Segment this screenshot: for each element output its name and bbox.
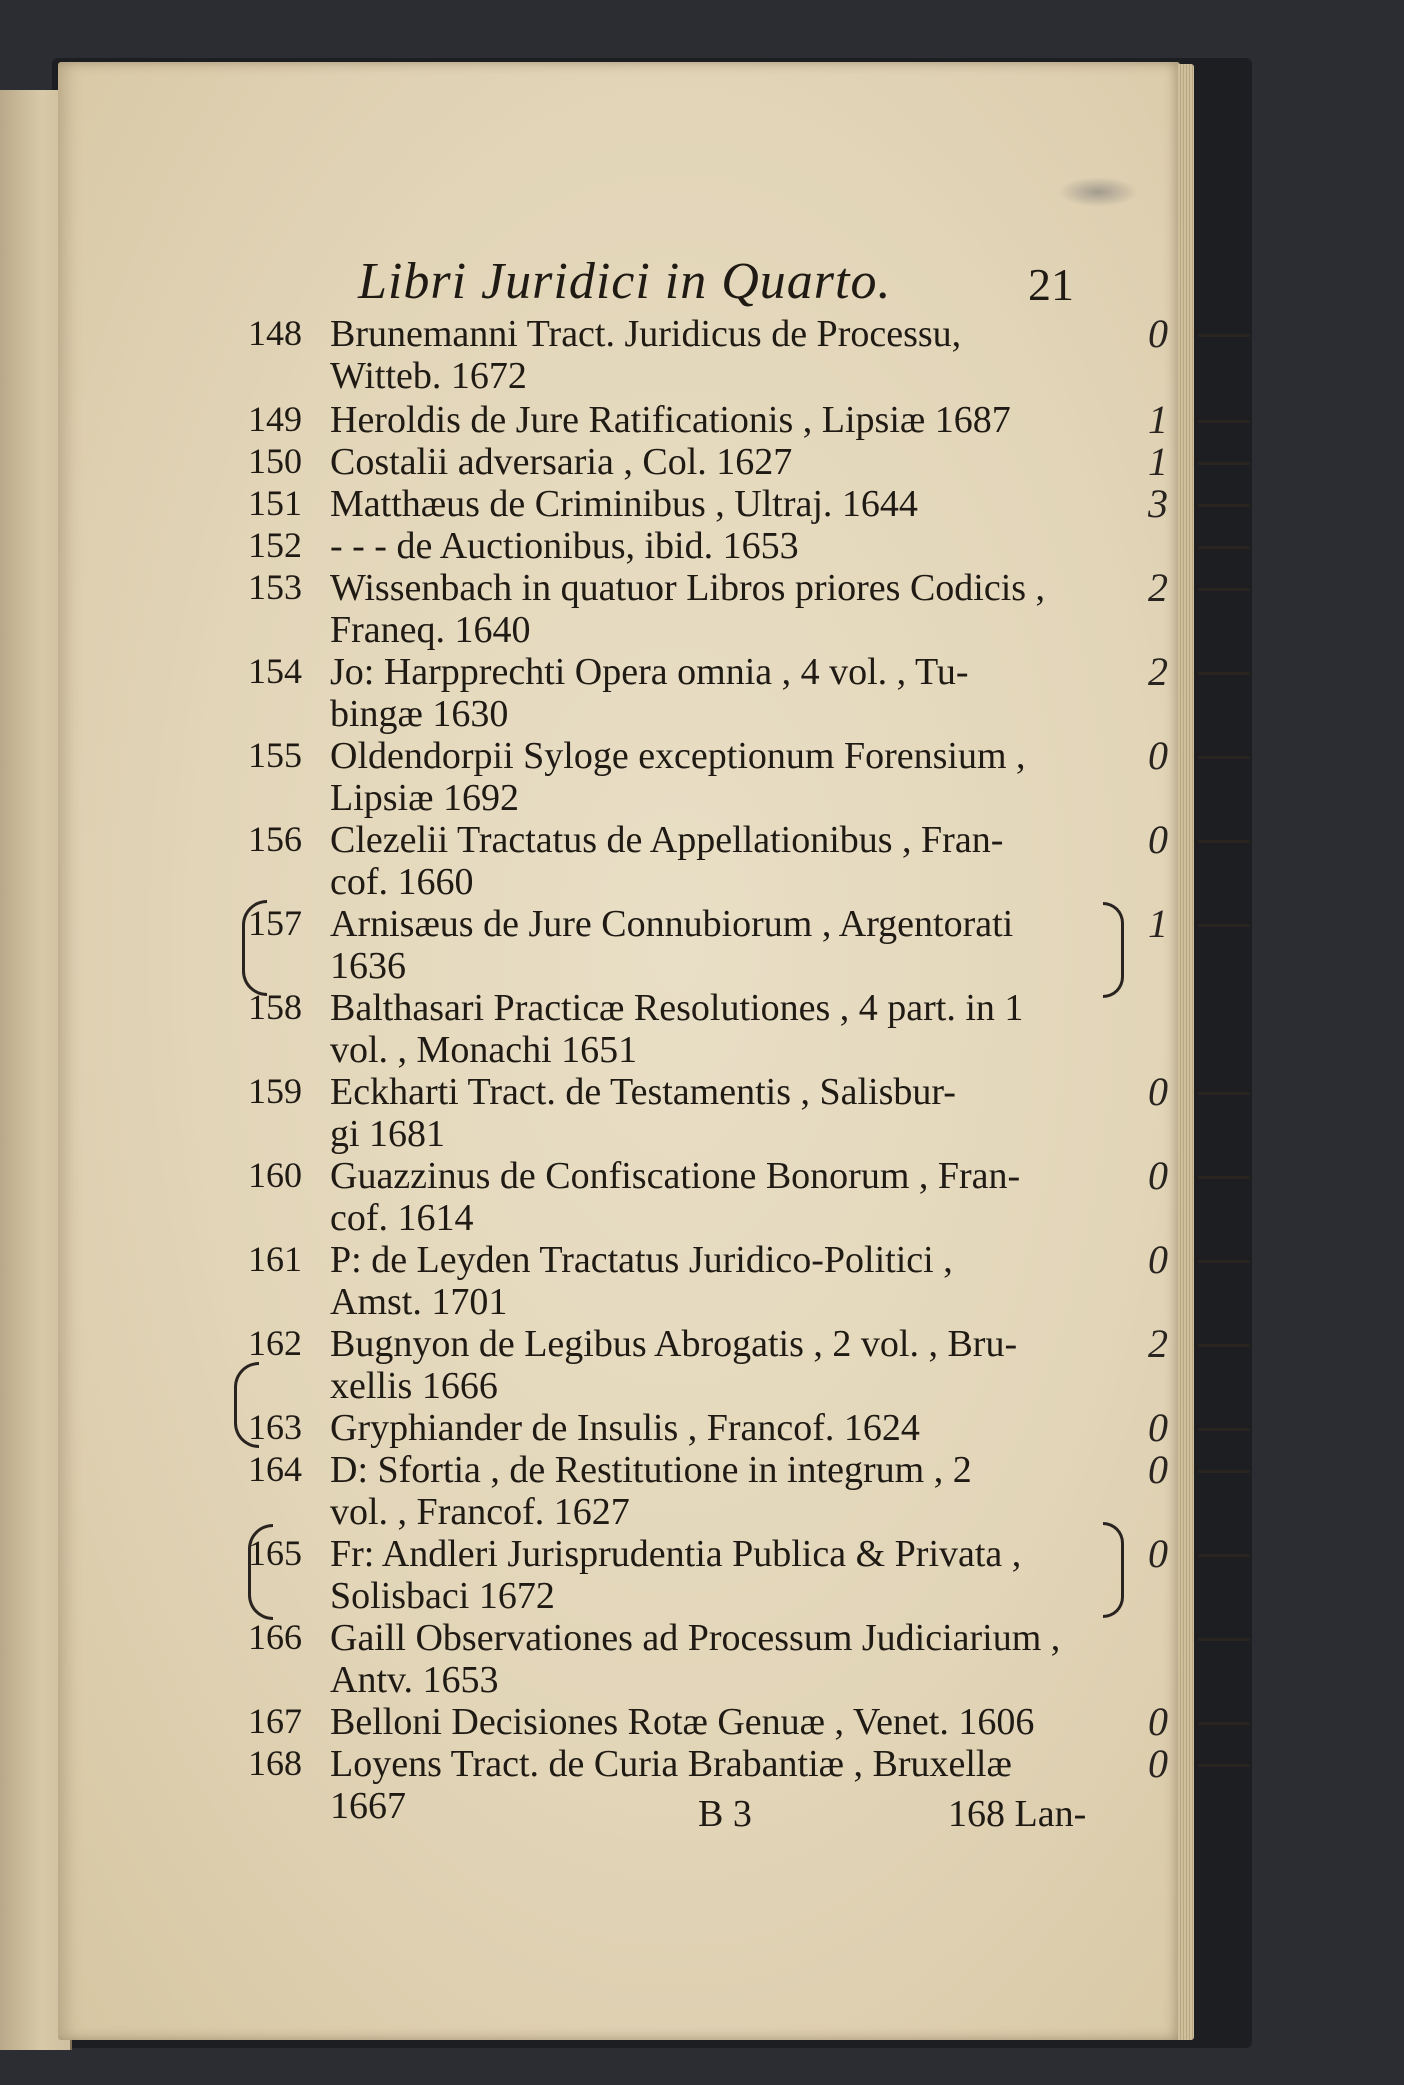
entry-title: P: de Leyden Tractatus Juridico-Politici , <box>330 1239 953 1281</box>
entry-title: Fr: Andleri Jurisprudentia Publica & Privata , <box>330 1533 1022 1575</box>
price-dash <box>1198 1554 1250 1557</box>
entry-title: - - - de Auctionibus, ibid. 1653 <box>330 525 799 567</box>
entry-title: Wissenbach in quatuor Libros priores Codicis , <box>330 567 1046 609</box>
entry-imprint: bingæ 1630 <box>330 693 509 735</box>
price-mark: 0 <box>1148 1405 1168 1450</box>
entry-title: Matthæus de Criminibus , Ultraj. 1644 <box>330 483 918 525</box>
price-mark: 3 <box>1148 481 1168 526</box>
price-mark: 0 <box>1148 733 1168 778</box>
price-dash <box>1198 588 1250 591</box>
entry-title: Arnisæus de Jure Connubiorum , Argentorati <box>330 903 1014 945</box>
price-mark: 0 <box>1148 817 1168 862</box>
entry-imprint: Amst. 1701 <box>330 1281 508 1323</box>
page-footer <box>58 1792 1180 1842</box>
price-dash <box>1198 462 1250 465</box>
entry-imprint: Solisbaci 1672 <box>330 1575 555 1617</box>
price-mark: 0 <box>1148 1069 1168 1114</box>
lot-number: 155 <box>248 735 302 775</box>
price-mark: 1 <box>1148 397 1168 442</box>
handwritten-bracket <box>1103 1522 1124 1618</box>
entry-title: Brunemanni Tract. Juridicus de Processu, <box>330 313 962 355</box>
price-dash <box>1198 756 1250 759</box>
lot-number: 152 <box>248 525 302 565</box>
price-dash <box>1198 546 1250 549</box>
lot-number: 161 <box>248 1239 302 1279</box>
entry-title: Heroldis de Jure Ratificationis , Lipsiæ 1687 <box>330 399 1011 441</box>
entry-imprint: Witteb. 1672 <box>330 355 527 397</box>
lot-number: 159 <box>248 1071 302 1111</box>
entry-title: Bugnyon de Legibus Abrogatis , 2 vol. , Bru- <box>330 1323 1018 1365</box>
price-mark: 0 <box>1148 1699 1168 1744</box>
entry-imprint: Lipsiæ 1692 <box>330 777 519 819</box>
lot-number: 153 <box>248 567 302 607</box>
handwritten-bracket <box>1103 902 1124 998</box>
price-dash <box>1198 672 1250 675</box>
lot-number: 162 <box>248 1323 302 1363</box>
entry-title: Loyens Tract. de Curia Brabantiæ , Bruxellæ <box>330 1743 1012 1785</box>
entry-imprint: Antv. 1653 <box>330 1659 499 1701</box>
price-mark: 1 <box>1148 439 1168 484</box>
entry-title: Gaill Observationes ad Processum Judiciarium , <box>330 1617 1061 1659</box>
lot-number: 150 <box>248 441 302 481</box>
price-dash <box>1198 420 1250 423</box>
lot-number: 158 <box>248 987 302 1027</box>
price-dash <box>1198 1428 1250 1431</box>
price-dash <box>1198 1638 1250 1641</box>
price-mark: 0 <box>1148 1741 1168 1786</box>
handwritten-bracket <box>248 1524 273 1620</box>
entry-imprint: 1636 <box>330 945 406 987</box>
entry-title: D: Sfortia , de Restitutione in integrum , 2 <box>330 1449 972 1491</box>
price-mark: 0 <box>1148 1237 1168 1282</box>
lot-number: 167 <box>248 1701 302 1741</box>
lot-number: 157 <box>248 903 302 943</box>
price-mark: 2 <box>1148 1321 1168 1366</box>
entry-imprint: gi 1681 <box>330 1113 446 1155</box>
lot-number: 164 <box>248 1449 302 1489</box>
entry-title: Balthasari Practicæ Resolutiones , 4 part. in 1 <box>330 987 1024 1029</box>
price-mark: 1 <box>1148 901 1168 946</box>
entry-imprint: vol. , Monachi 1651 <box>330 1029 638 1071</box>
price-mark: 0 <box>1148 311 1168 356</box>
price-dash <box>1198 334 1250 337</box>
library-stamp <box>1058 177 1138 207</box>
entry-imprint: xellis 1666 <box>330 1365 498 1407</box>
entry-imprint: 1667 <box>330 1785 406 1827</box>
price-mark: 2 <box>1148 649 1168 694</box>
price-dash <box>1198 1764 1250 1767</box>
price-dash <box>1198 1470 1250 1473</box>
price-dash <box>1198 840 1250 843</box>
price-mark: 2 <box>1148 565 1168 610</box>
entry-title: Guazzinus de Confiscatione Bonorum , Fran- <box>330 1155 1021 1197</box>
lot-number: 166 <box>248 1617 302 1657</box>
entry-title: Clezelii Tractatus de Appellationibus , Fran- <box>330 819 1004 861</box>
entry-imprint: vol. , Francof. 1627 <box>330 1491 630 1533</box>
entry-imprint: cof. 1660 <box>330 861 474 903</box>
entry-title: Belloni Decisiones Rotæ Genuæ , Venet. 1606 <box>330 1701 1035 1743</box>
price-mark: 0 <box>1148 1153 1168 1198</box>
signature-mark: B 3 <box>698 1793 752 1835</box>
price-dash <box>1198 924 1250 927</box>
price-dash <box>1198 1092 1250 1095</box>
page-number: 21 <box>1028 259 1074 310</box>
entry-imprint: cof. 1614 <box>330 1197 474 1239</box>
price-dash <box>1198 1260 1250 1263</box>
entry-title: Jo: Harpprechti Opera omnia , 4 vol. , Tu- <box>330 651 969 693</box>
lot-number: 148 <box>248 313 302 353</box>
entry-title: Gryphiander de Insulis , Francof. 1624 <box>330 1407 920 1449</box>
entry-title: Costalii adversaria , Col. 1627 <box>330 441 793 483</box>
handwritten-bracket <box>242 900 267 996</box>
catchword: 168 Lan- <box>948 1793 1087 1835</box>
lot-number: 163 <box>248 1407 302 1447</box>
price-dash <box>1198 1344 1250 1347</box>
entry-title: Eckharti Tract. de Testamentis , Salisbur- <box>330 1071 956 1113</box>
page-block-edge <box>1178 64 1194 2040</box>
lot-number: 156 <box>248 819 302 859</box>
lot-number: 149 <box>248 399 302 439</box>
lot-number: 168 <box>248 1743 302 1783</box>
price-dash <box>1198 1722 1250 1725</box>
entry-title: Oldendorpii Syloge exceptionum Forensium , <box>330 735 1026 777</box>
lot-number: 165 <box>248 1533 302 1573</box>
lot-number: 151 <box>248 483 302 523</box>
entry-imprint: Franeq. 1640 <box>330 609 531 651</box>
price-dash <box>1198 1176 1250 1179</box>
handwritten-bracket <box>234 1362 259 1448</box>
price-dash <box>1198 504 1250 507</box>
lot-number: 160 <box>248 1155 302 1195</box>
price-mark: 0 <box>1148 1447 1168 1492</box>
catalogue-page <box>58 62 1180 2040</box>
running-title: Libri Juridici in Quarto. <box>358 253 892 310</box>
price-mark: 0 <box>1148 1531 1168 1576</box>
page-header <box>58 252 1180 312</box>
lot-number: 154 <box>248 651 302 691</box>
